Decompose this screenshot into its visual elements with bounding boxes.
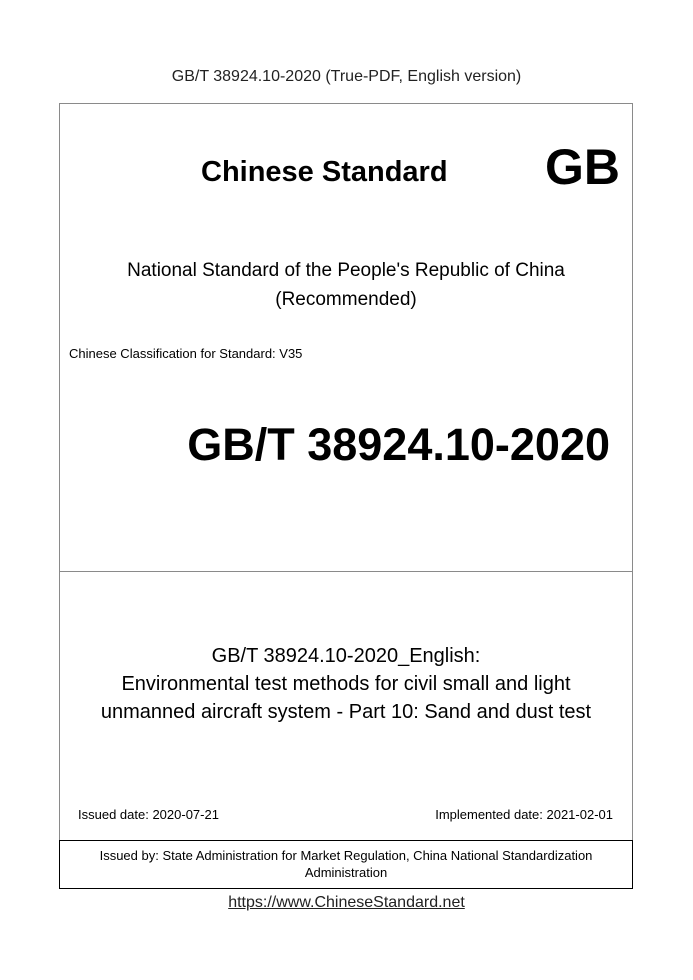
website-link[interactable]: https://www.ChineseStandard.net	[228, 894, 465, 911]
implemented-date: Implemented date: 2021-02-01	[435, 807, 613, 822]
document-title	[60, 642, 632, 726]
recommended-line: (Recommended)	[275, 289, 417, 310]
cover-frame	[59, 103, 633, 889]
page-header: GB/T 38924.10-2020 (True-PDF, English version)	[171, 68, 522, 85]
standard-number: GB/T 38924.10-2020	[187, 419, 610, 470]
national-standard-line: National Standard of the People's Republic of China	[127, 260, 565, 281]
issued-date: Issued date: 2020-07-21	[78, 807, 219, 822]
title-line-2: Environmental test methods for civil small and light	[121, 673, 571, 695]
issuer-line-1: Issued by: State Administration for Market Regulation, China National Standardization	[99, 848, 593, 863]
classification-text: Chinese Classification for Standard: V35	[69, 346, 303, 361]
gb-mark: GB	[545, 139, 620, 195]
title-line-1: GB/T 38924.10-2020_English:	[211, 645, 481, 667]
cover-lower-section	[60, 572, 632, 840]
issuer-box	[59, 840, 633, 889]
chinese-standard-heading: Chinese Standard	[201, 156, 448, 188]
issuer-line-2: Administration	[304, 865, 388, 880]
title-line-3: unmanned aircraft system - Part 10: Sand and dust test	[100, 701, 592, 723]
cover-upper-section	[60, 104, 632, 572]
national-standard-block	[60, 256, 632, 314]
